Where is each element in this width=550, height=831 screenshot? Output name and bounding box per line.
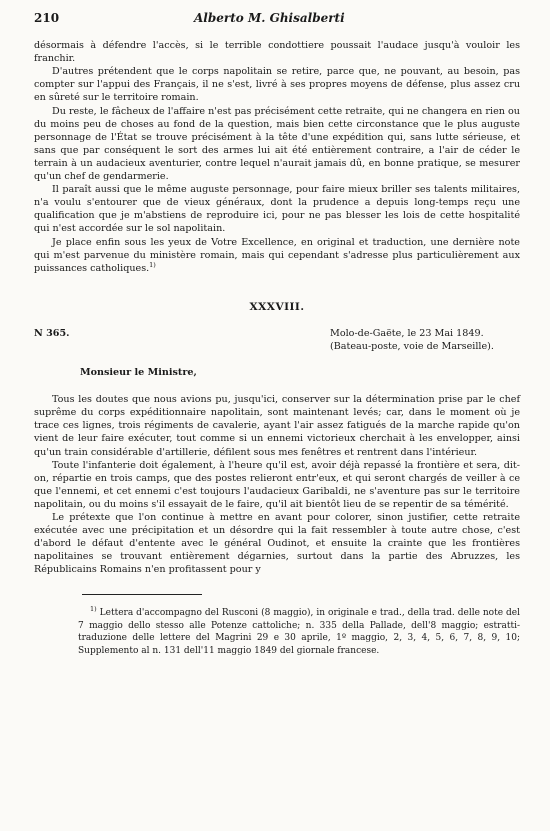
paragraph: Il paraît aussi que le même auguste personnage, pour faire mieux briller ses talents militaires, n'a voulu s'entourer que de vieux généraux, dont la prudence a depuis long-temps reçu une qualification que je m'abstiens de reproduire ici, pour ne pas blesser les lois de cette hospitalité qui n'est accordée sur le sol napolitain. [34, 184, 520, 235]
page-number: 210 [34, 11, 60, 25]
running-head [34, 12, 520, 25]
paragraph: Du reste, le fâcheux de l'affaire n'est pas précisément cette retraite, qui ne changera en rien ou du moins peu de choses au fond de la question, mais bien cette circonstance que le plus auguste personnage de l'État se trouve précisément à la tête d'une expédition qui, sans lutte sérieuse, et sans que par conséquent le sort des armes lui ait été entièrement contraire, a l'air de céder le terrain à un audacieux aventurier, contre lequel n'aurait jamais dû, en bonne pratique, se mesurer qu'un chef de gendarmerie. [34, 105, 520, 183]
footnote [34, 607, 520, 657]
paragraph: désormais à défendre l'accès, si le terrible condottiere poussait l'audace jusqu'à vouloir les franchir. [34, 40, 520, 65]
section-number: XXXVIII. [249, 300, 305, 313]
footnote-mark: 1) [90, 605, 97, 614]
footnote-text: Lettera d'accompagno del Rusconi (8 maggio), in originale e trad., della trad. delle note del 7 maggio dello stesso alle Potenze cattoliche; n. 335 della Pallade, dell'8 maggio; estratti-traduzione delle lettere del Magrini 29 e 30 aprile, 1º maggio, 2, 3, 4, 5, 6, 7, 8, 9, 10; Supplemento al n. 131 dell'11 maggio 1849 del giornale francese. [78, 608, 520, 656]
closing-paragraph [34, 236, 520, 275]
document-header [34, 327, 520, 340]
paragraph: Toute l'infanterie doit également, à l'heure qu'il est, avoir déjà repassé la frontière et sera, dit-on, répartie en trois camps, que des postes relieront entr'eux, et qui seront chargés de veiller à ce que l'ennemi, et cet ennemi c'est toujours l'audacieux Garibaldi, ne s'aventure pas sur le territoire napolitain, ou du moins s'il essayait de le faire, qu'il ait bientôt lieu de se repentir de sa témérité. [34, 459, 520, 510]
running-title: Alberto M. Ghisalberti [194, 11, 345, 25]
place-date: Molo-de-Gaëte, le 23 Mai 1849. [330, 327, 484, 339]
document-number: N 365. [34, 327, 70, 339]
salutation: Monsieur le Ministre, [80, 367, 197, 379]
closing-paragraph-text: Je place enfin sous les yeux de Votre Excellence, en original et traduction, une dernière note qui m'est parvenue du ministère romain, mais qui cependant s'adresse plus particulièrement aux puissances catholiques. [34, 236, 520, 274]
paragraph: Tous les doutes que nous avions pu, jusqu'ici, conserver sur la détermination prise par le chef suprême du corps expéditionnaire napolitain, sont maintenant levés; car, dans le moment où je trace ces lignes, trois régiments de cavalerie, ayant l'air assez fatigués de la marche rapide qu'on vient de leur faire exécuter, tout comme si un ennemi victorieux cherchait à les envelopper, ainsi qu'un train considérable d'artillerie, défilent sous mes fenêtres et rentrent dans l'intérieur. [34, 394, 520, 458]
document-routing-line [34, 340, 520, 353]
footnote-reference: 1) [149, 260, 156, 269]
paragraph: Le prétexte que l'on continue à mettre en avant pour colorer, sinon justifier, cette retraite exécutée avec une précipitation et un désordre qui la fait ressembler à toute autre chose, c'est d'abord le défaut d'entente avec le général Oudinot, et ensuite la crainte que les frontières napolitaines se trouvant entièrement dégarnies, surtout dans la partie des Abruzzes, les Républicains Romains n'en profitassent pour y [34, 512, 520, 576]
footnote-rule [82, 594, 202, 595]
routing-note: (Bateau-poste, voie de Marseille). [330, 340, 494, 352]
paragraph: D'autres prétendent que le corps napolitain se retire, parce que, ne pouvant, au besoin, pas compter sur l'appui des Français, il ne s'est, livré à ses propres moyens de défense, plus assez cru en sûreté sur le territoire romain. [34, 66, 520, 104]
